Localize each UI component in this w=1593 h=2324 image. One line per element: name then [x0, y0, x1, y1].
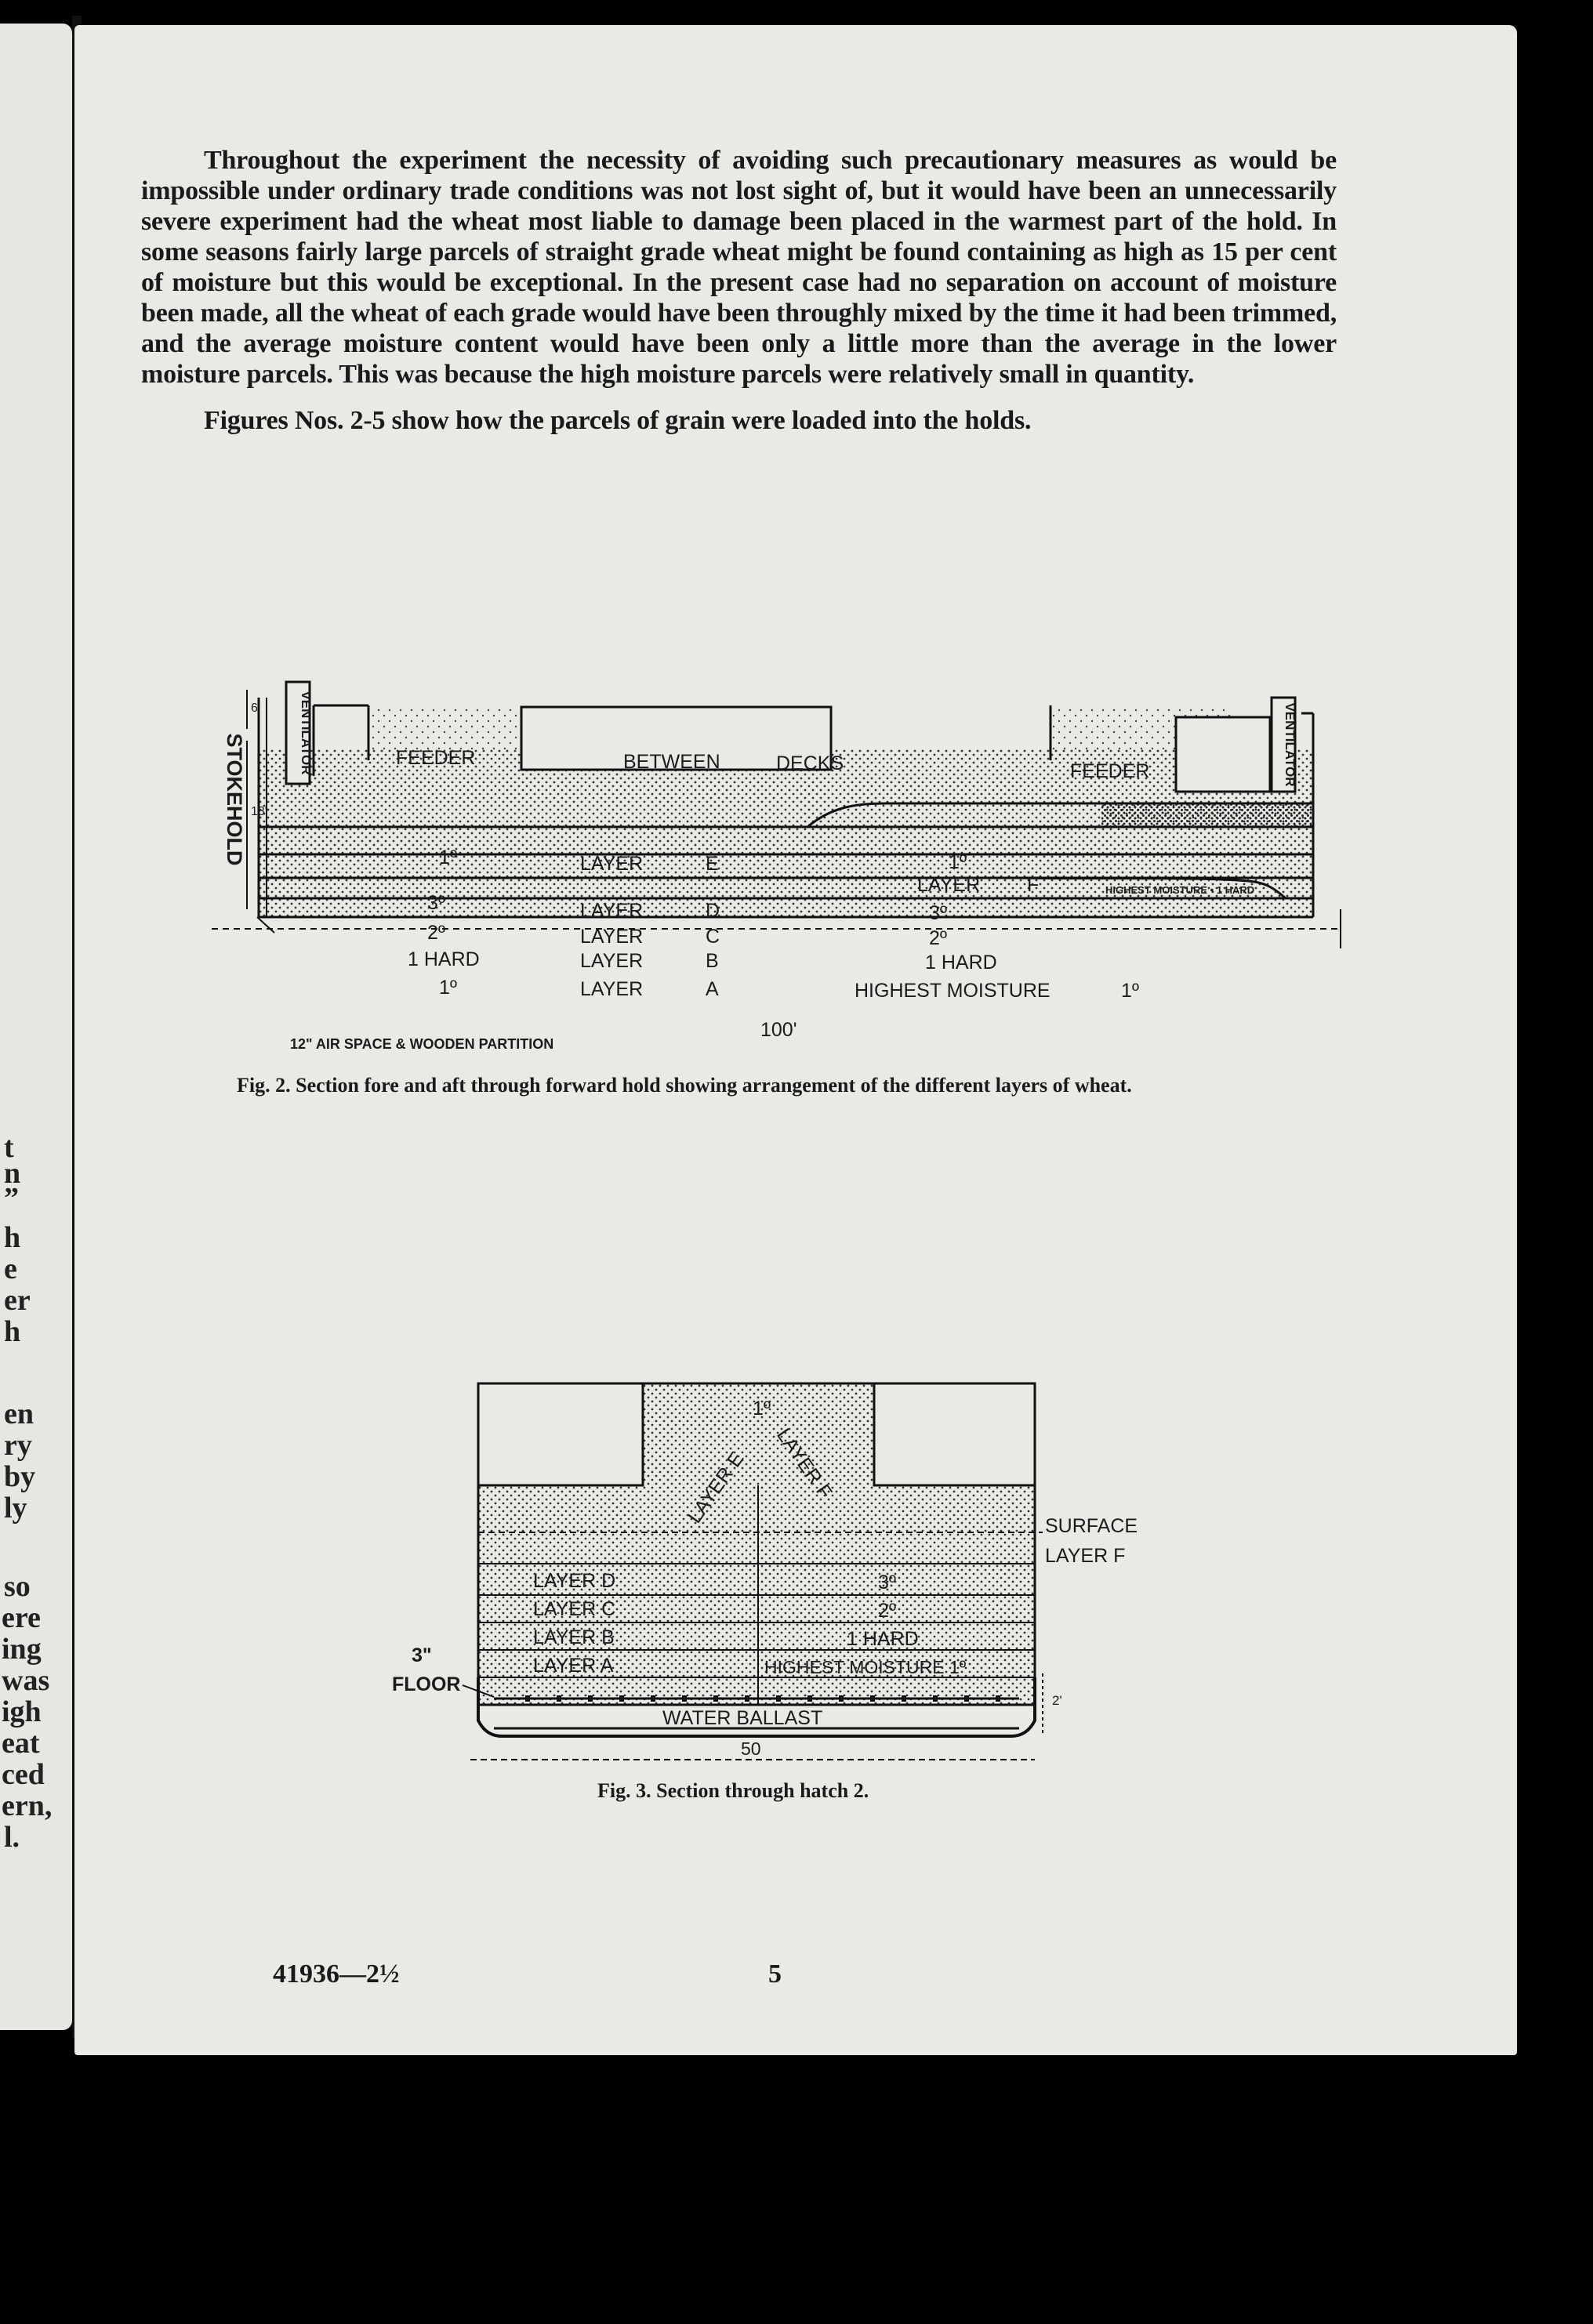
- layer-a-letter: A: [706, 978, 719, 1000]
- layer-d-letter: D: [706, 900, 720, 922]
- hatch-wing-left: [478, 1383, 643, 1485]
- figure-3-diagram: [376, 1376, 1176, 1767]
- facing-page-fragment: t: [4, 1131, 14, 1164]
- feeder-right-label: FEEDER: [1070, 760, 1150, 782]
- layer-e-word: LAYER: [580, 853, 644, 875]
- figure-2-caption: Fig. 2. Section fore and aft through forward hold showing arrangement of the different layers of wheat.: [237, 1074, 1132, 1097]
- fig3-surface-layer-f-label: LAYER F: [1045, 1545, 1126, 1567]
- facing-page-fragment: en: [4, 1398, 34, 1430]
- fig3-surface-label: SURFACE: [1045, 1515, 1138, 1537]
- ventilator-right-label: VENTILATOR: [1283, 702, 1297, 787]
- layer-f-grade-label: 1º: [949, 851, 967, 873]
- facing-page-fragment: ced: [2, 1758, 45, 1791]
- fig3-floor: FLOOR: [392, 1673, 461, 1695]
- highest-moisture-hard-label: HIGHEST MOISTURE • 1 HARD: [1105, 884, 1255, 896]
- print-signature: 41936—2½: [273, 1960, 400, 1989]
- facing-page-fragment: h: [4, 1221, 21, 1254]
- layer-b-left-label: 1 HARD: [408, 948, 480, 970]
- air-space-label: 12" AIR SPACE & WOODEN PARTITION: [290, 1036, 554, 1052]
- facing-page-fragment: eat: [2, 1727, 40, 1760]
- facing-page-fragment: n: [4, 1157, 21, 1190]
- layer-e-letter: E: [706, 853, 719, 875]
- fig3-layer-f: LAYER F: [772, 1424, 836, 1503]
- figure-2-diagram: [212, 674, 1356, 1066]
- facing-page-fragment: er: [4, 1284, 31, 1317]
- fig3-highest-moisture: HIGHEST MOISTURE 1º: [764, 1657, 967, 1677]
- dim-top: 6': [251, 702, 260, 715]
- fig3-layer-c: LAYER C: [533, 1598, 616, 1620]
- stokehold-label: STOKEHOLD: [223, 733, 246, 866]
- fig3-layer-d: LAYER D: [533, 1570, 616, 1592]
- layer-c-word: LAYER: [580, 926, 644, 948]
- layer-b-right-label: 1 HARD: [925, 952, 997, 973]
- fig3-water-ballast: WATER BALLAST: [662, 1707, 823, 1729]
- fig3-floor-dim: 3": [412, 1644, 432, 1666]
- facing-page-fragment: ern,: [2, 1789, 53, 1822]
- hatch-wing-right: [874, 1383, 1035, 1485]
- layer-d-grade-label: 3º: [427, 892, 446, 914]
- facing-page-fragment: igh: [2, 1695, 42, 1728]
- layer-d-right-grade: 3º: [929, 902, 948, 924]
- facing-page-fragment: ly: [4, 1492, 27, 1525]
- layer-f-word: LAYER: [917, 874, 981, 896]
- layer-f-letter: F: [1027, 874, 1040, 896]
- right-hatch-box: [1176, 717, 1270, 792]
- figure-3-caption: Fig. 3. Section through hatch 2.: [597, 1779, 869, 1802]
- fig3-width: 50: [741, 1738, 761, 1759]
- body-text: [141, 145, 1337, 436]
- ventilator-left-label: VENTILATOR: [299, 691, 314, 775]
- facing-page-fragment: ere: [2, 1601, 41, 1634]
- facing-page-edge: [0, 24, 72, 2030]
- layer-e-grade-label: 1º: [439, 847, 458, 868]
- paragraph-figures-intro: Figures Nos. 2-5 show how the parcels of grain were loaded into the holds.: [204, 406, 1032, 435]
- layer-c-right-grade: 2º: [929, 927, 948, 949]
- facing-page-fragment: h: [4, 1315, 21, 1348]
- fig3-layer-e: LAYER E: [683, 1448, 749, 1528]
- facing-page-fragment: l.: [4, 1821, 20, 1854]
- fig3-top-grade: 1º: [753, 1398, 771, 1419]
- fig3-grade-2: 2º: [878, 1600, 897, 1622]
- layer-a-grade-label: 1º: [439, 977, 458, 999]
- fig3-layer-b: LAYER B: [533, 1626, 615, 1648]
- dim-mid: 18': [251, 805, 267, 818]
- feeder-left-label: FEEDER: [396, 747, 476, 769]
- between-label: BETWEEN: [623, 751, 720, 773]
- layer-d-word: LAYER: [580, 900, 644, 922]
- fig3-layer-a: LAYER A: [533, 1655, 614, 1677]
- layer-a-right-label: HIGHEST MOISTURE: [855, 980, 1051, 1002]
- fig3-one-hard: 1 HARD: [847, 1628, 919, 1650]
- layer-a-word: LAYER: [580, 978, 644, 1000]
- facing-page-fragment: e: [4, 1253, 17, 1285]
- facing-page-fragment: by: [4, 1460, 36, 1493]
- facing-page-fragment: was: [2, 1664, 50, 1697]
- facing-page-fragment: ”: [4, 1182, 19, 1215]
- page-number: 5: [768, 1960, 782, 1989]
- fig3-grade-3: 3º: [878, 1572, 897, 1593]
- layer-c-letter: C: [706, 926, 720, 948]
- layer-a-right-grade: 1º: [1121, 980, 1140, 1002]
- decks-label: DECKS: [776, 752, 844, 774]
- layer-b-letter: B: [706, 950, 719, 972]
- layer-b-word: LAYER: [580, 950, 644, 972]
- paragraph-experiment: Throughout the experiment the necessity of avoiding such precautionary measures as would be impossible under ordinary trade conditions was not lost sight of, but it would have been an unnecessarily severe experiment had the wheat most liable to damage been placed in the warmest part of the hold. In some seasons fairly large parcels of straight grade wheat might be found containing as high as 15 per cent of moisture but this would be exceptional. In the present case had no separation on account of moisture been made, all the wheat of each grade would have been throughly mixed by the time it had been trimmed, and the average moisture content would have been only a little more than the average in the lower moisture parcels. This was because the high moisture parcels were relatively small in quantity.: [141, 146, 1337, 389]
- fig3-side-dim: 2': [1052, 1693, 1062, 1708]
- highest-moisture-band: [1101, 804, 1312, 826]
- layer-c-grade-label: 2º: [427, 922, 446, 944]
- facing-page-fragment: so: [4, 1570, 31, 1603]
- length-label: 100': [760, 1019, 797, 1041]
- facing-page-fragment: ing: [2, 1633, 42, 1666]
- facing-page-fragment: ry: [4, 1429, 32, 1462]
